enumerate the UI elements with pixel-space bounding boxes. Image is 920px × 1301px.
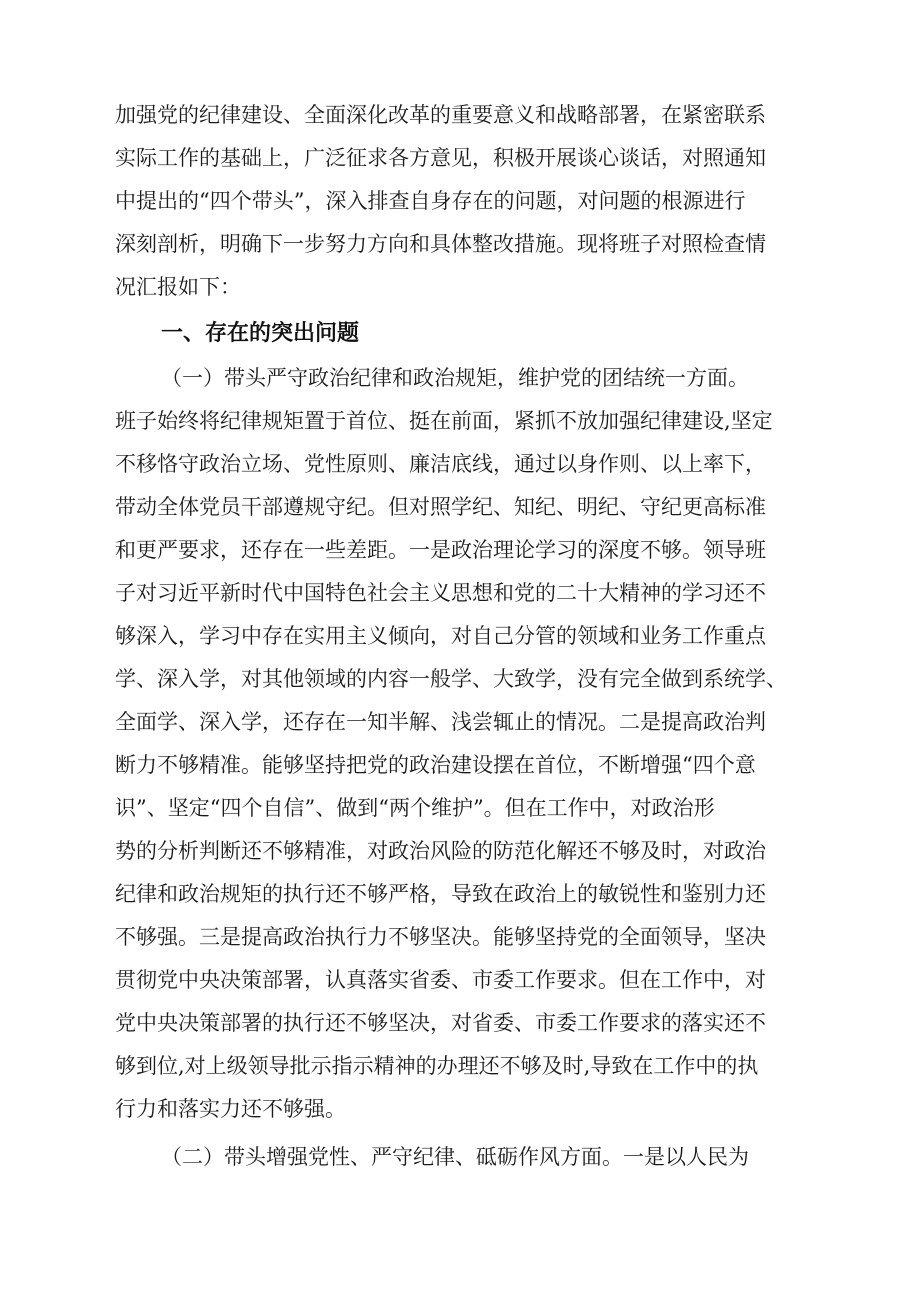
section1-line-1: （一）带头严守政治纪律和政治规矩，维护党的团结统一方面。 [161, 366, 749, 390]
section-heading: 一、存在的突出问题 [161, 321, 360, 346]
section1-line-8: 学、深入学，对其他领域的内容一般学、大致学，没有完全做到系统学、 [115, 667, 787, 691]
section1-line-13: 纪律和政治规矩的执行还不够严格，导致在政治上的敏锐性和鉴别力还 [115, 882, 766, 906]
section1-line-5: 和更严要求，还存在一些差距。一是政治理论学习的深度不够。领导班 [115, 538, 766, 562]
section1-line-3: 不移恪守政治立场、党性原则、廉洁底线，通过以身作则、以上率下， [115, 452, 766, 476]
intro-line-2: 实际工作的基础上，广泛征求各方意见，积极开展谈心谈话，对照通知 [115, 146, 766, 170]
section1-line-7: 够深入，学习中存在实用主义倾向，对自己分管的领域和业务工作重点 [115, 624, 766, 648]
section1-line-14: 不够强。三是提高政治执行力不够坚决。能够坚持党的全面领导，坚决 [115, 925, 766, 949]
section1-line-15: 贯彻党中央决策部署，认真落实省委、市委工作要求。但在工作中，对 [115, 968, 766, 992]
section1-line-17: 够到位,对上级领导批示指示精神的办理还不够及时,导致在工作中的执 [115, 1054, 759, 1078]
section1-line-18: 行力和落实力还不够强。 [115, 1097, 346, 1121]
intro-line-3: 中提出的“四个带头”，深入排查自身存在的问题，对问题的根源进行 [115, 189, 746, 213]
section1-line-12: 势的分析判断还不够精准，对政治风险的防范化解还不够及时，对政治 [115, 839, 766, 863]
section2-line-1: （二）带头增强党性、严守纪律、砥砺作风方面。一是以人民为 [161, 1145, 749, 1169]
intro-line-5: 况汇报如下： [115, 275, 241, 299]
intro-line-4: 深刻剖析，明确下一步努力方向和具体整改措施。现将班子对照检查情 [115, 232, 766, 256]
section1-line-9: 全面学、深入学，还存在一知半解、浅尝辄止的情况。二是提高政治判 [115, 710, 766, 734]
section1-line-16: 党中央决策部署的执行还不够坚决，对省委、市委工作要求的落实还不 [115, 1011, 766, 1035]
section1-line-11: 识”、坚定“四个自信”、做到“两个维护”。但在工作中，对政治形 [115, 796, 715, 820]
section1-line-4: 带动全体党员干部遵规守纪。但对照学纪、知纪、明纪、守纪更高标准 [115, 495, 766, 519]
section1-line-2: 班子始终将纪律规矩置于首位、挺在前面，紧抓不放加强纪律建设,坚定 [115, 409, 773, 433]
section1-line-6: 子对习近平新时代中国特色社会主义思想和党的二十大精神的学习还不 [115, 581, 766, 605]
section1-line-10: 断力不够精准。能够坚持把党的政治建设摆在首位，不断增强“四个意 [115, 753, 756, 777]
intro-line-1: 加强党的纪律建设、全面深化改革的重要意义和战略部署，在紧密联系 [115, 103, 766, 127]
